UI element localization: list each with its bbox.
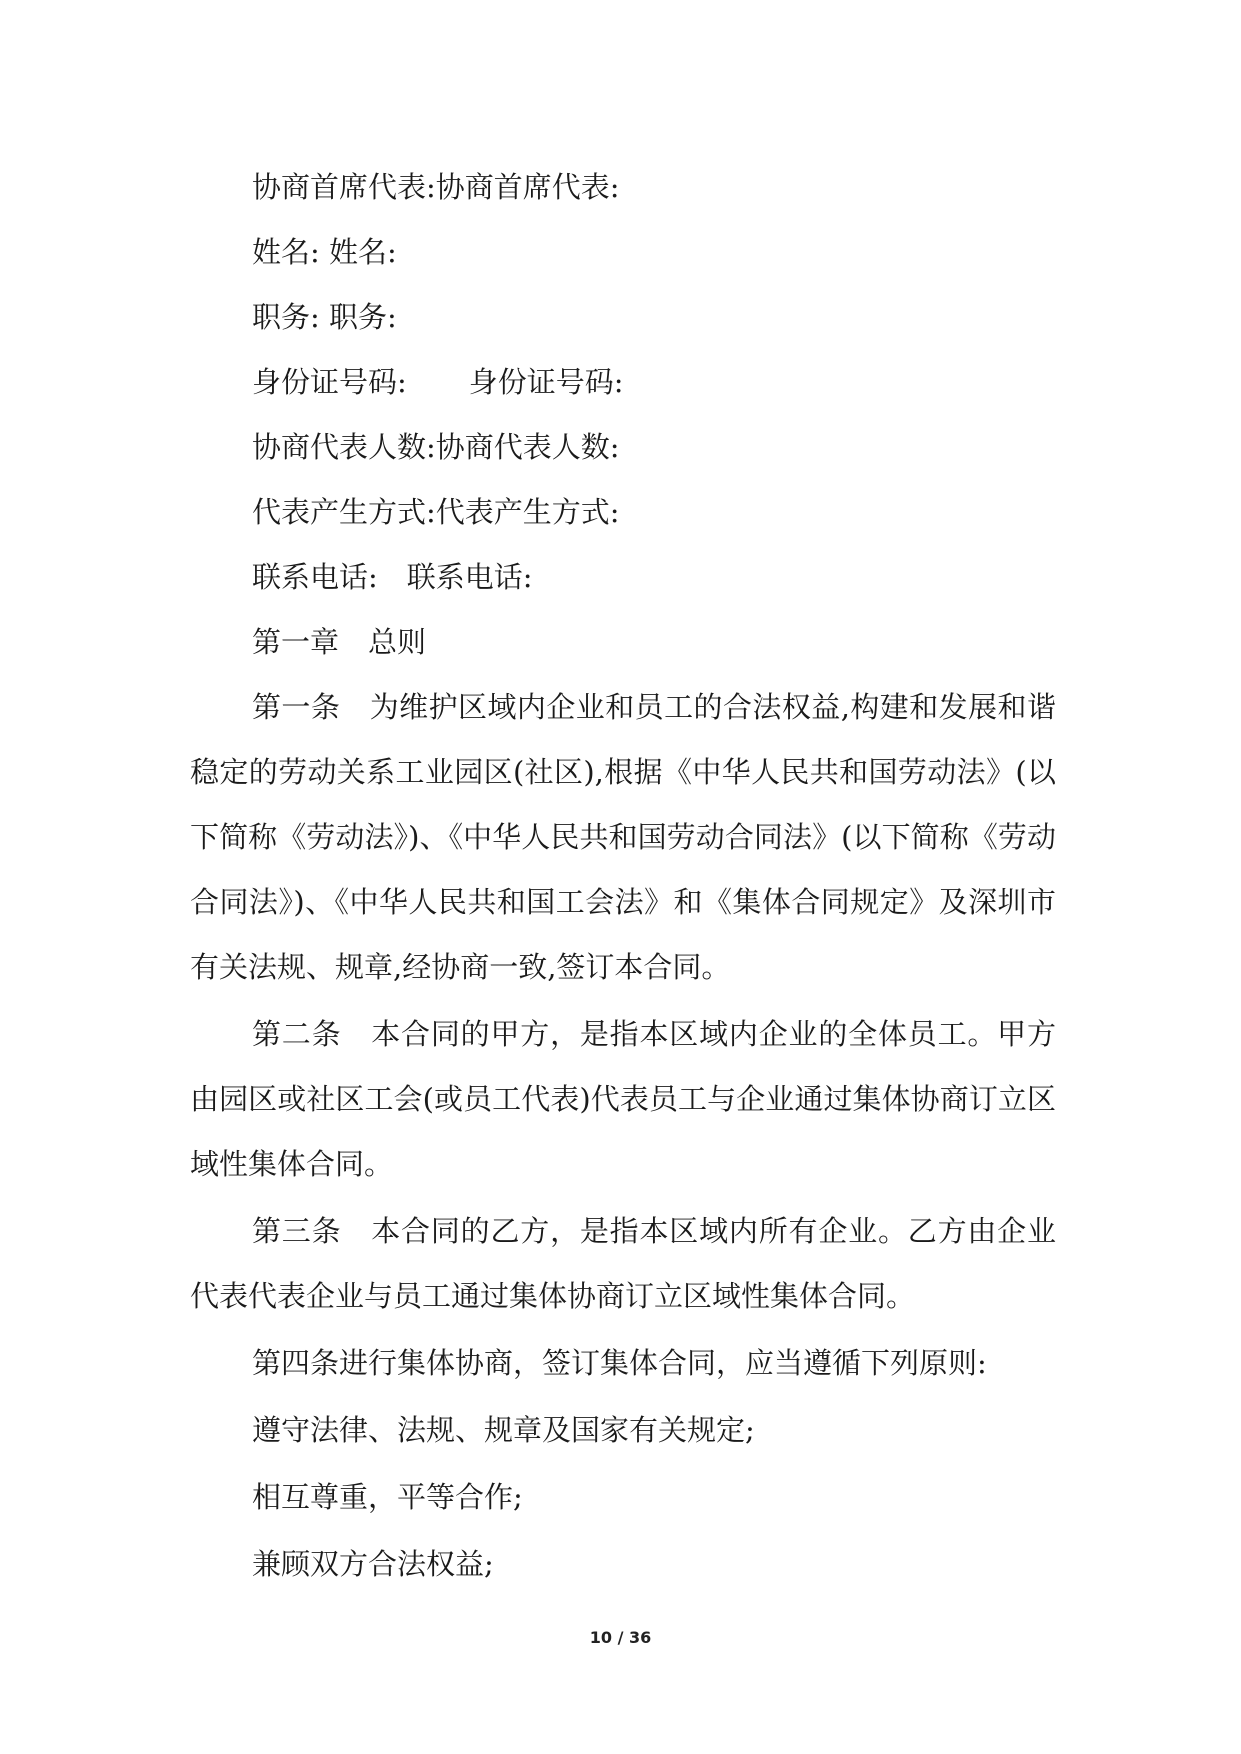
field-label-right: 职务: bbox=[329, 300, 397, 334]
field-line-position bbox=[190, 285, 1056, 350]
field-label-right: 协商代表人数: bbox=[435, 430, 620, 464]
field-label-left: 协商代表人数: bbox=[252, 430, 436, 464]
document-body bbox=[190, 155, 1056, 1597]
principle-1: 遵守法律、法规、规章及国家有关规定; bbox=[252, 1413, 755, 1447]
field-line-phone bbox=[190, 545, 1056, 610]
article-4: 第四条进行集体协商，签订集体合同，应当遵循下列原则: bbox=[252, 1346, 987, 1380]
field-label-right: 身份证号码: bbox=[468, 365, 624, 399]
field-label-left: 协商首席代表: bbox=[252, 170, 436, 204]
chapter-heading: 第一章 总则 bbox=[252, 625, 427, 659]
field-line-rep-count bbox=[190, 415, 1056, 480]
field-line-name bbox=[190, 220, 1056, 285]
principle-2: 相互尊重，平等合作; bbox=[252, 1480, 523, 1514]
article-3: 第三条 本合同的乙方，是指本区域内所有企业。乙方由企业代表代表企业与员工通过集体协商订立区域性集体合同。 bbox=[190, 1214, 1056, 1313]
field-label-left: 职务: bbox=[252, 300, 320, 334]
field-label-right: 协商首席代表: bbox=[435, 170, 620, 204]
field-line-id-number bbox=[190, 350, 1056, 415]
page-number: 10 / 36 bbox=[589, 1628, 652, 1647]
field-label-right: 代表产生方式: bbox=[435, 495, 620, 529]
field-label-left: 身份证号码: bbox=[252, 365, 407, 399]
principle-3: 兼顾双方合法权益; bbox=[252, 1547, 494, 1581]
field-label-right: 联系电话: bbox=[406, 560, 533, 594]
article-1: 第一条 为维护区域内企业和员工的合法权益,构建和发展和谐稳定的劳动关系工业园区(社区),根据《中华人民共和国劳动法》(以下简称《劳动法》)、《中华人民共和国劳动合同法》(以下简称《劳动合同法》)、《中华人民共和国工会法》和《集体合同规定》及深圳市有关法规、规章,经协商一致,签订本合同。 bbox=[190, 690, 1056, 984]
field-label-left: 代表产生方式: bbox=[252, 495, 436, 529]
article-2: 第二条 本合同的甲方，是指本区域内企业的全体员工。甲方由园区或社区工会(或员工代表)代表员工与企业通过集体协商订立区域性集体合同。 bbox=[190, 1017, 1056, 1181]
field-label-left: 联系电话: bbox=[252, 560, 378, 594]
field-line-chief-rep bbox=[190, 155, 1056, 220]
field-line-selection-method bbox=[190, 480, 1056, 545]
field-label-left: 姓名: bbox=[252, 235, 320, 269]
field-label-right: 姓名: bbox=[329, 235, 397, 269]
